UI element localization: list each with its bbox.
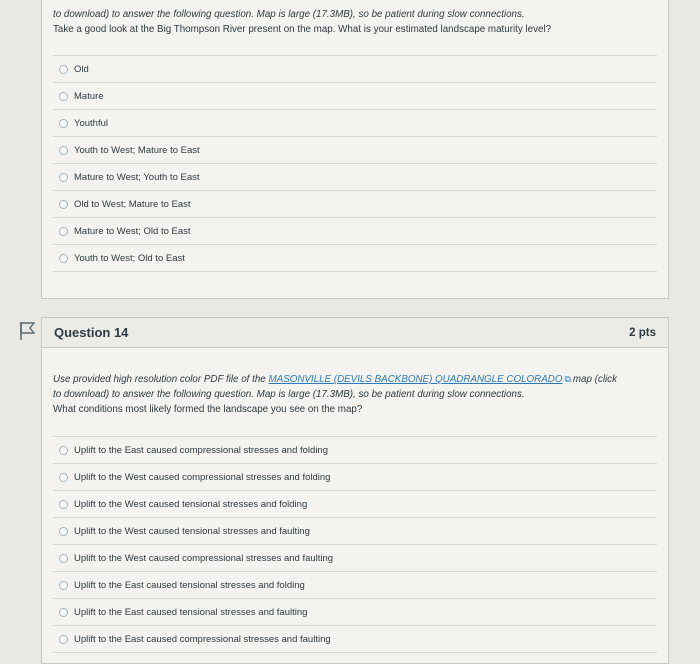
radio-button[interactable] <box>59 200 68 209</box>
radio-button[interactable] <box>59 227 68 236</box>
answer-option[interactable] <box>53 82 657 109</box>
answer-label: Youth to West; Mature to East <box>74 144 200 156</box>
answer-option[interactable] <box>53 625 657 653</box>
answer-label: Uplift to the West caused compressional stresses and faulting <box>74 552 334 564</box>
radio-button[interactable] <box>59 119 68 128</box>
question-13-text <box>53 7 551 37</box>
radio-button[interactable] <box>59 500 68 509</box>
answer-label: Uplift to the East caused tensional stresses and faulting <box>74 606 308 618</box>
question-title: Question 14 <box>54 325 129 340</box>
answer-label: Mature <box>74 90 104 102</box>
question-14-line-3: What conditions most likely formed the landscape you see on the map? <box>53 404 363 415</box>
external-link-icon: ⧉ <box>564 374 571 384</box>
question-13-top-line <box>42 0 668 3</box>
question-14-line-2: to download) to answer the following question. Map is large (17.3MB), so be patient during slow connections. <box>53 389 525 400</box>
answer-option[interactable] <box>53 136 657 163</box>
answer-option[interactable] <box>53 490 657 517</box>
question-14-answers <box>53 436 657 653</box>
question-points: 2 pts <box>629 326 656 339</box>
question-13-line-2: Take a good look at the Big Thompson River present on the map. What is your estimated landscape maturity level? <box>53 24 552 35</box>
question-14-header <box>42 318 668 348</box>
answer-option[interactable] <box>53 190 657 217</box>
question-13-line-1: to download) to answer the following question. Map is large (17.3MB), so be patient during slow connections. <box>53 9 525 20</box>
answer-option[interactable] <box>53 55 657 82</box>
answer-label: Youth to West; Old to East <box>74 252 185 264</box>
answer-label: Old to West; Mature to East <box>74 198 191 210</box>
answer-option[interactable] <box>53 571 657 598</box>
answer-option[interactable] <box>53 217 657 244</box>
question-14-card <box>41 317 669 664</box>
answer-label: Uplift to the East caused compressional stresses and folding <box>74 444 328 456</box>
question-13-card <box>41 0 669 299</box>
radio-button[interactable] <box>59 92 68 101</box>
answer-label: Uplift to the West caused compressional stresses and folding <box>74 471 331 483</box>
answer-label: Uplift to the East caused tensional stresses and folding <box>74 579 305 591</box>
radio-button[interactable] <box>59 608 68 617</box>
radio-button[interactable] <box>59 635 68 644</box>
radio-button[interactable] <box>59 527 68 536</box>
answer-option[interactable] <box>53 163 657 190</box>
radio-button[interactable] <box>59 554 68 563</box>
answer-label: Old <box>74 63 89 75</box>
radio-button[interactable] <box>59 146 68 155</box>
answer-option[interactable] <box>53 517 657 544</box>
radio-button[interactable] <box>59 473 68 482</box>
answer-label: Mature to West; Youth to East <box>74 171 200 183</box>
question-14-text <box>53 372 617 417</box>
question-13-answers <box>53 55 657 272</box>
question-14-line-1-suffix: map (click <box>572 374 617 385</box>
answer-label: Uplift to the East caused compressional stresses and faulting <box>74 633 331 645</box>
radio-button[interactable] <box>59 446 68 455</box>
radio-button[interactable] <box>59 173 68 182</box>
answer-label: Uplift to the West caused tensional stresses and faulting <box>74 525 310 537</box>
answer-label: Youthful <box>74 117 108 129</box>
answer-option[interactable] <box>53 544 657 571</box>
radio-button[interactable] <box>59 65 68 74</box>
flag-icon[interactable] <box>18 320 38 342</box>
answer-option[interactable] <box>53 109 657 136</box>
map-link[interactable]: MASONVILLE (DEVILS BACKBONE) QUADRANGLE COLORADO <box>268 374 563 385</box>
answer-option[interactable] <box>53 436 657 463</box>
radio-button[interactable] <box>59 254 68 263</box>
radio-button[interactable] <box>59 581 68 590</box>
question-14-line-1: Use provided high resolution color PDF file of the <box>53 374 269 385</box>
answer-option[interactable] <box>53 598 657 625</box>
answer-label: Uplift to the West caused tensional stresses and folding <box>74 498 308 510</box>
answer-label: Mature to West; Old to East <box>74 225 191 237</box>
answer-option[interactable] <box>53 463 657 490</box>
answer-option[interactable] <box>53 244 657 272</box>
